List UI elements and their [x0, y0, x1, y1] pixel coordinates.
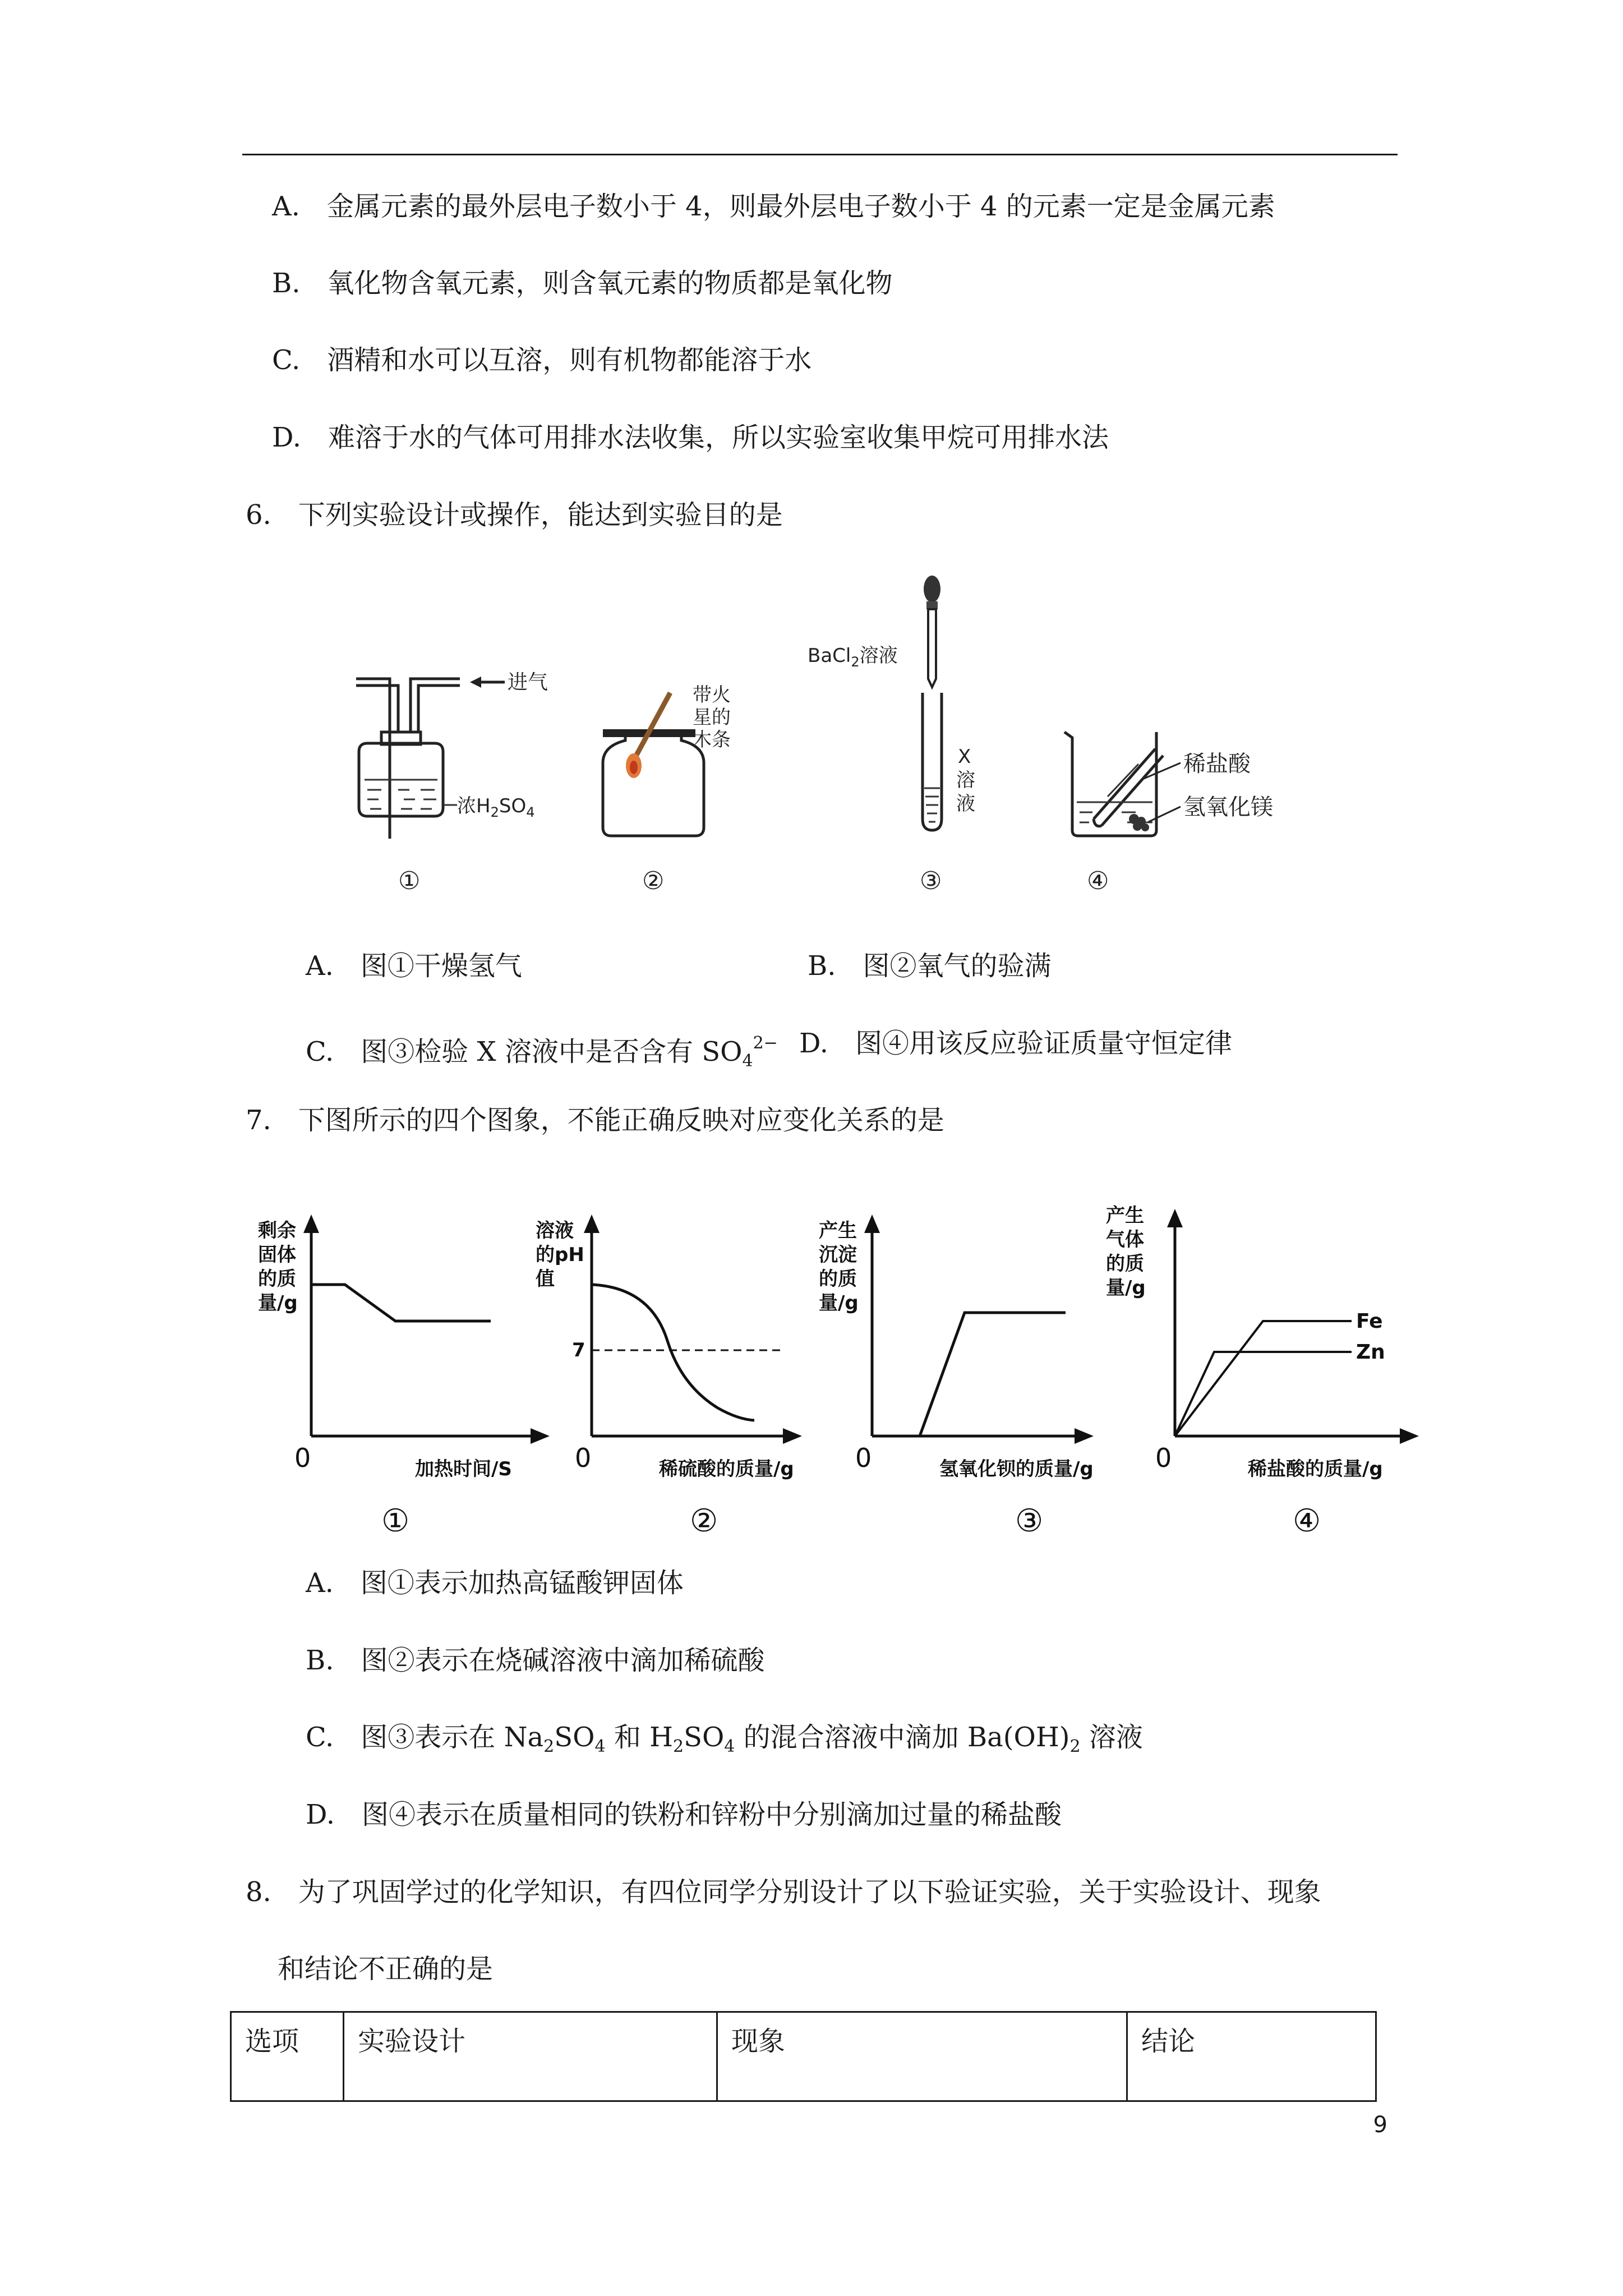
fig1-number: ① — [398, 867, 421, 895]
g4-number: ④ — [1293, 1503, 1321, 1539]
g3-origin: 0 — [855, 1443, 872, 1473]
g2-ylabel-1: 溶液 — [536, 1220, 574, 1242]
q7-graph-3 — [813, 1206, 1127, 1554]
q7-option-c: C. 图③表示在 $Na_2SO_4$ 和 $H_2SO_4$ 的混合溶液中滴加 $Ba(OH)_2$ 溶液 — [306, 1722, 1143, 1756]
q7-graph-1 — [247, 1206, 561, 1554]
g4-ylabel-3: 的质 — [1106, 1253, 1144, 1275]
q7-option-a: A. 图①表示加热高锰酸钾固体 — [306, 1567, 684, 1599]
q7-option-d: D. 图④表示在质量相同的铁粉和锌粉中分别滴加过量的稀盐酸 — [306, 1799, 1062, 1830]
fig4-acid-label: 稀盐酸 — [1183, 751, 1251, 777]
q8-table — [230, 2011, 1377, 2102]
g4-series-fe: Fe — [1356, 1310, 1383, 1333]
g2-origin: 0 — [575, 1443, 592, 1473]
fig3-solution-2: 溶 — [956, 769, 975, 792]
g1-number: ① — [381, 1503, 410, 1539]
q6-option-a: A. 图①干燥氢气 — [306, 950, 522, 982]
g3-xlabel: 氢氧化钡的质量/g — [939, 1458, 1094, 1480]
g1-ylabel-3: 的质 — [258, 1268, 296, 1290]
fig1-acid-label: 浓$H_2SO_4$ — [457, 795, 535, 820]
g4-series-zn: Zn — [1356, 1341, 1385, 1364]
fig4-number: ④ — [1087, 867, 1109, 895]
fig3-reagent-label: BaCl$_2$溶液 — [808, 645, 898, 670]
fig4-base-label: 氢氧化镁 — [1183, 794, 1273, 820]
q5-option-a: A. 金属元素的最外层电子数小于 4，则最外层电子数小于 4 的元素一定是金属元素 — [272, 191, 1275, 222]
table-header-design: 实验设计 — [344, 2012, 717, 2101]
header-rule — [242, 154, 1398, 155]
g4-origin: 0 — [1155, 1443, 1172, 1473]
g4-ylabel-2: 气体 — [1106, 1228, 1144, 1251]
g3-ylabel-1: 产生 — [819, 1220, 857, 1242]
table-header-phenomenon: 现象 — [717, 2012, 1127, 2101]
g1-ylabel-4: 量/g — [258, 1292, 298, 1314]
q5-option-c: C. 酒精和水可以互溶，则有机物都能溶于水 — [272, 344, 812, 376]
g1-origin: 0 — [294, 1443, 311, 1473]
q5-option-d: D. 难溶于水的气体可用排水法收集，所以实验室收集甲烷可用排水法 — [272, 422, 1109, 453]
q7-stem: 7. 下图所示的四个图象，不能正确反映对应变化关系的是 — [246, 1105, 944, 1136]
fig2-label-3: 木条 — [693, 729, 731, 751]
q6-figure-3 — [796, 567, 1032, 898]
g2-ylabel-3: 值 — [536, 1268, 555, 1290]
g3-ylabel-4: 量/g — [819, 1292, 859, 1314]
q6-option-b: B. 图②氧气的验满 — [808, 950, 1052, 982]
fig2-label-2: 星的 — [693, 706, 731, 729]
q6-option-d: D. 图④用该反应验证质量守恒定律 — [799, 1028, 1233, 1059]
fig2-label-1: 带火 — [693, 684, 731, 706]
q7-option-b: B. 图②表示在烧碱溶液中滴加稀硫酸 — [306, 1645, 765, 1676]
q6-figure-4 — [1054, 718, 1312, 898]
g1-ylabel-1: 剩余 — [258, 1220, 296, 1242]
g2-xlabel: 稀硫酸的质量/g — [659, 1458, 794, 1480]
table-header-row — [231, 2012, 1376, 2101]
q7-graph-2 — [527, 1206, 841, 1554]
g4-ylabel-4: 量/g — [1106, 1277, 1146, 1299]
g1-xlabel: 加热时间/S — [415, 1458, 512, 1480]
g1-ylabel-2: 固体 — [258, 1244, 296, 1266]
q6-stem: 6. 下列实验设计或操作，能达到实验目的是 — [246, 499, 783, 531]
fig3-solution-3: 液 — [956, 793, 975, 815]
g2-number: ② — [690, 1503, 718, 1539]
fig3-solution-1: X — [958, 746, 971, 768]
q8-stem-line-1: 8. 为了巩固学过的化学知识，有四位同学分别设计了以下验证实验，关于实验设计、现象 — [246, 1876, 1321, 1908]
q6-option-c: C. 图③检验 X 溶液中是否含有 $SO_4^{2-}$ — [306, 1033, 778, 1071]
g4-xlabel: 稀盐酸的质量/g — [1248, 1458, 1383, 1480]
fig2-number: ② — [642, 867, 665, 895]
g3-number: ③ — [1015, 1503, 1044, 1539]
g2-ylabel-2: 的pH — [536, 1244, 584, 1266]
q8-stem-line-2: 和结论不正确的是 — [278, 1953, 494, 1985]
table-header-conclusion: 结论 — [1127, 2012, 1376, 2101]
q5-option-b: B. 氧化物含氧元素，则含氧元素的物质都是氧化物 — [272, 268, 893, 299]
page-number: 9 — [1373, 2112, 1387, 2138]
fig1-inlet-label: 进气 — [508, 671, 548, 694]
g3-ylabel-3: 的质 — [819, 1268, 857, 1290]
q6-figure-1 — [336, 662, 572, 898]
g2-ref-value: 7 — [572, 1339, 585, 1361]
q6-figure-2 — [592, 679, 771, 898]
table-header-option: 选项 — [231, 2012, 344, 2101]
q7-graph-4 — [1099, 1189, 1436, 1554]
g4-ylabel-1: 产生 — [1106, 1204, 1144, 1227]
fig3-number: ③ — [920, 867, 942, 895]
g3-ylabel-2: 沉淀 — [819, 1244, 857, 1266]
